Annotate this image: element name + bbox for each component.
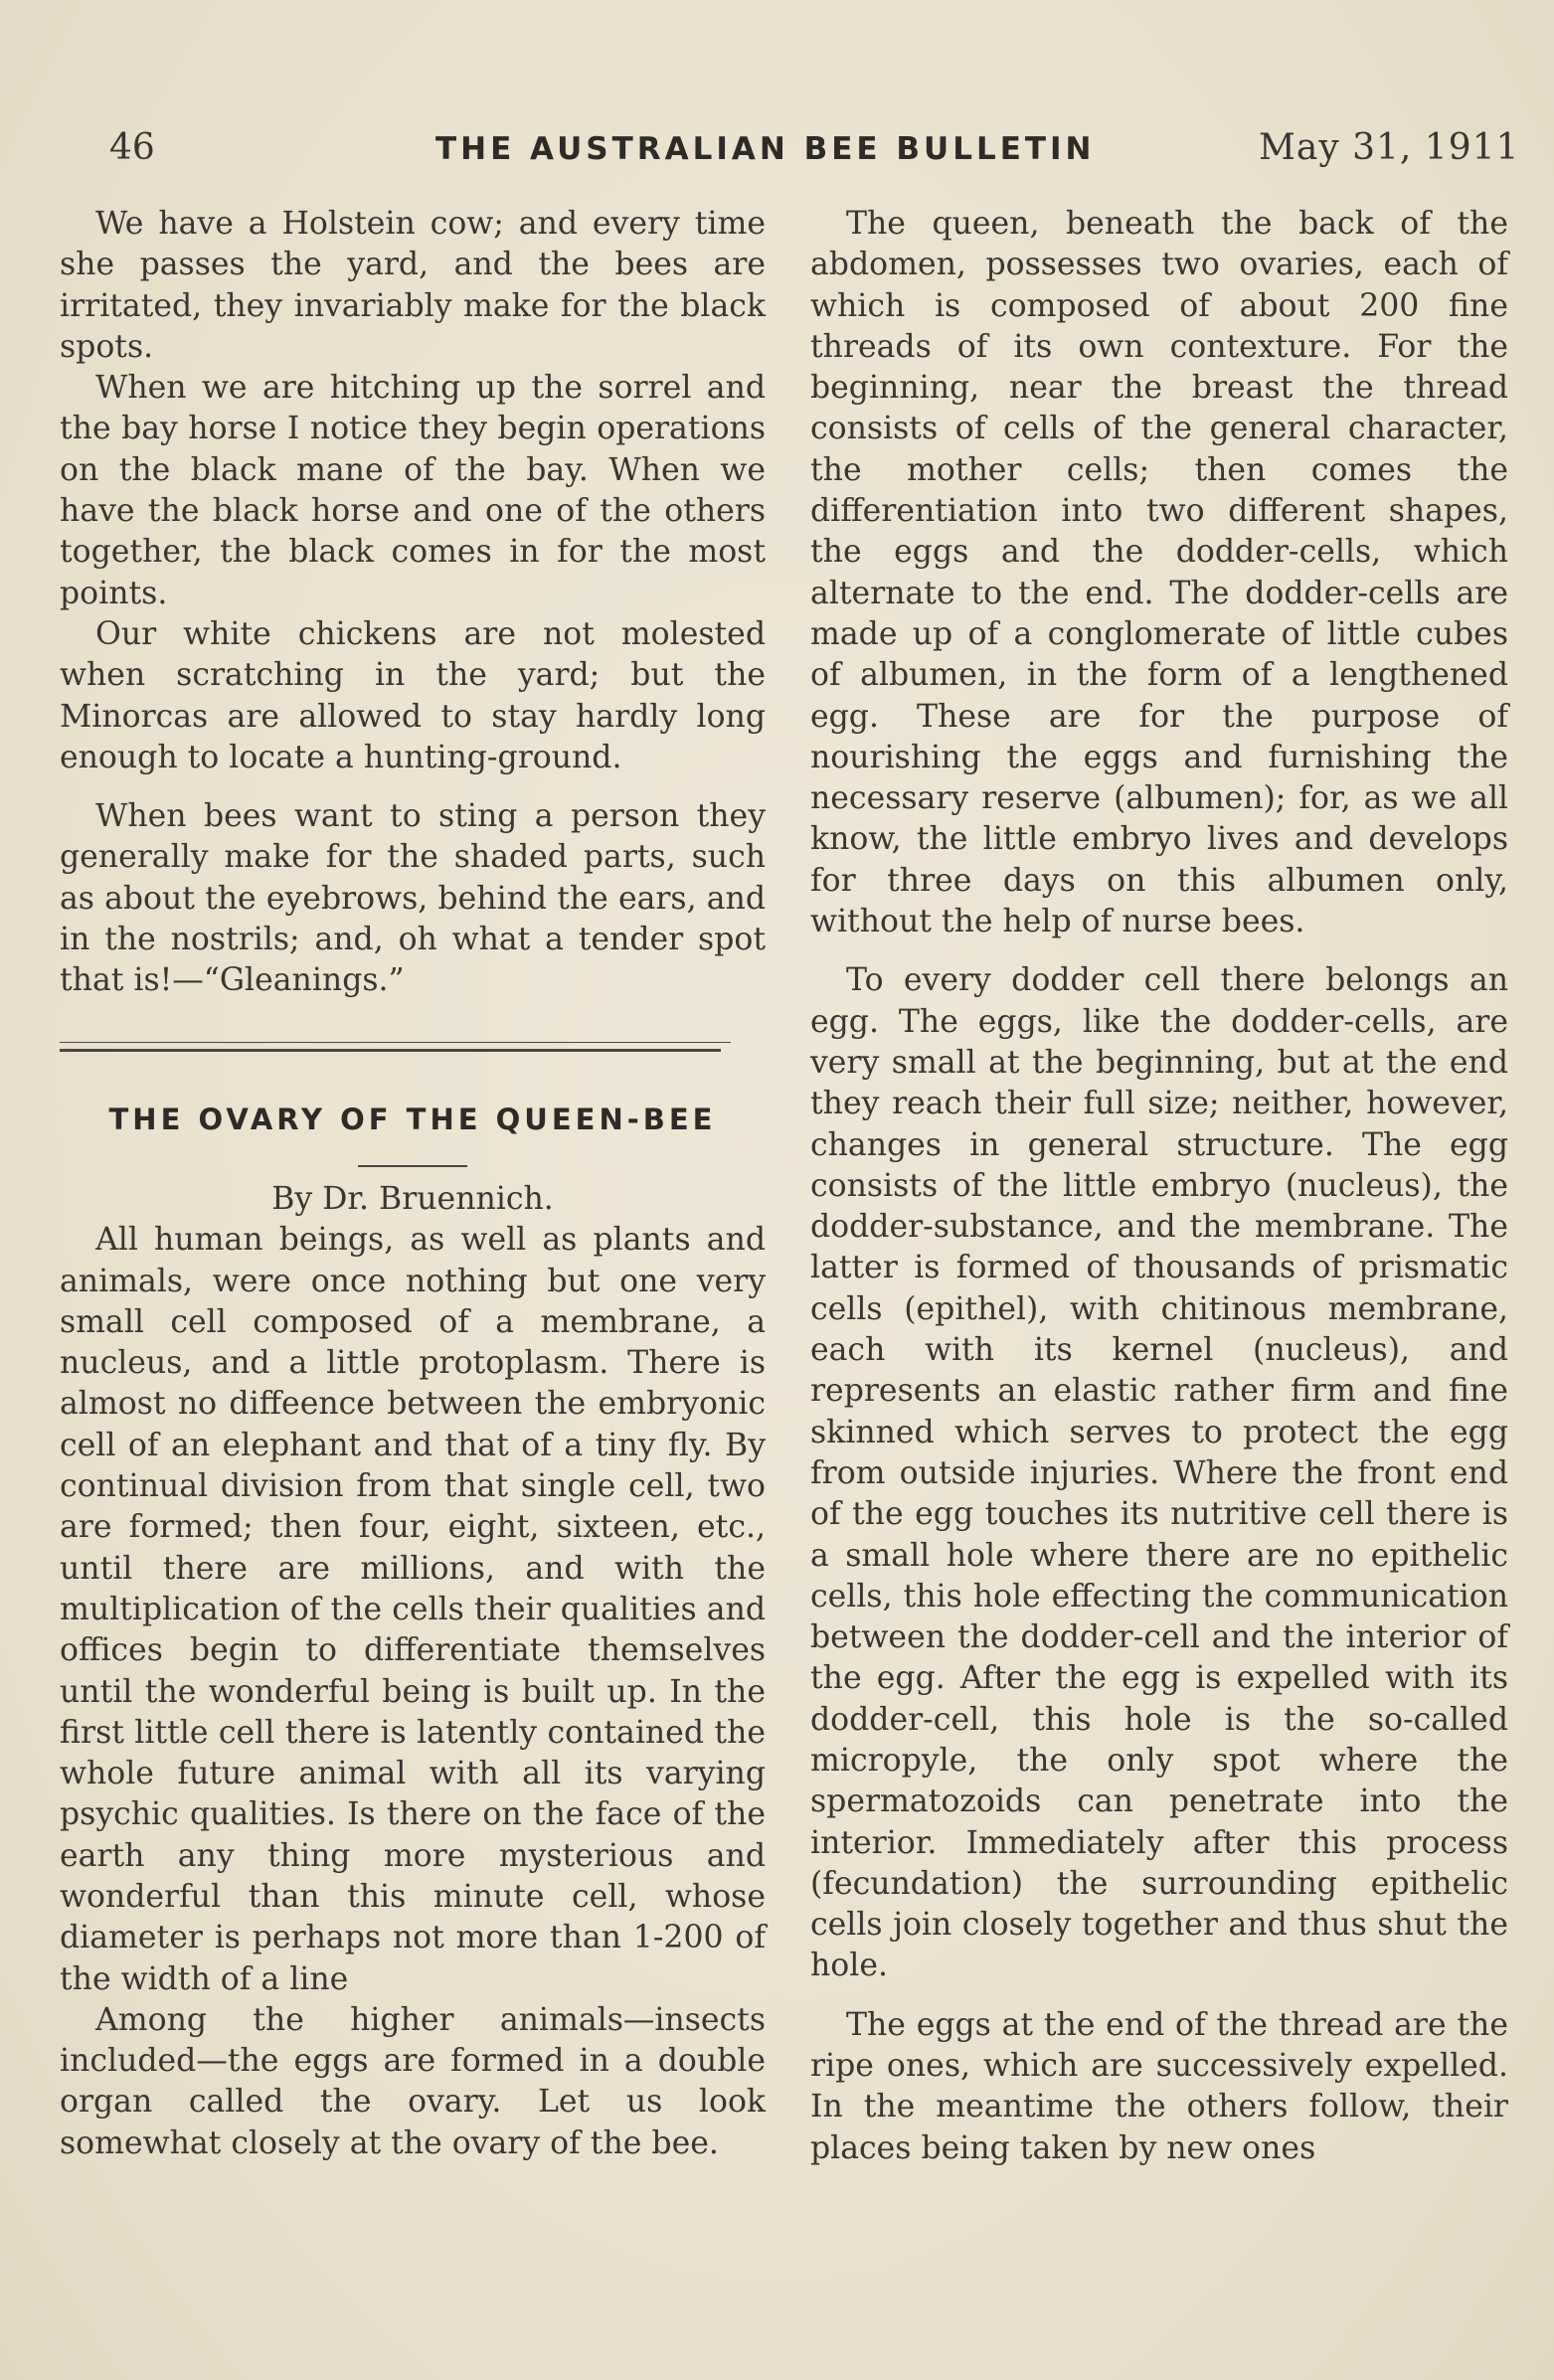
paragraph: When bees want to sting a person they generally make for the shaded parts, such as about the eyebrows, behind the ears, and in the nostrils; and, oh what a tender spot that is!—“Gleanings.” <box>60 798 766 999</box>
issue-date: May 31, 1911 <box>1259 127 1520 168</box>
paragraph: The queen, beneath the back of the abdomen, possesses two ovaries, each of which is composed of about 200 fine threads of its own contexture. For the beginning, near the breast the thread consists of cells of the general character, the mother cells; then comes the differentiation into two different shapes, the eggs and the dodder-cells, which alternate to the end. The dodder-cells are made up of a conglomerate of little cubes of albumen, in the form of a lengthened egg. These are for the purpose of nourishing the eggs and furnishing the necessary reserve (albumen); for, as we all know, the little embryo lives and develops for three days on this albumen only, without the help of nurse bees. <box>810 206 1508 940</box>
left-column <box>60 204 766 2164</box>
paragraph: To every dodder cell there belongs an egg. The eggs, like the dodder-cells, are very small at the beginning, but at the end they reach their full size; neither, however, changes in general structure. The egg consists of the little embryo (nucleus), the dodder-substance, and the membrane. The latter is formed of thousands of prismatic cells (epithel), with chitinous membrane, each with its kernel (nucleus), and represents an elastic rather firm and fine skinned which serves to protect the egg from outside injuries. Where the front end of the egg touches its nutritive cell there is a small hole where there are no epithelic cells, this hole effecting the communication between the dodder-cell and the interior of the egg. After the egg is expelled with its dodder-cell, this hole is the so-called micropyle, the only spot where the spermatozoids can penetrate into the interior. Immediately after this process (fecundation) the surrounding epithelic cells join closely together and thus shut the hole. <box>810 962 1508 1984</box>
page-number: 46 <box>109 127 155 168</box>
article-byline: By Dr. Bruennich. <box>271 1180 554 1217</box>
right-column <box>810 204 1508 2169</box>
paragraph: Among the higher animals—insects included—the eggs are formed in a double organ called the ovary. Let us look somewhat closely at the ovary of the bee. <box>60 2001 766 2161</box>
paragraph: All human beings, as well as plants and animals, were once nothing but one very small cell composed of a membrane, a nucleus, and a little protoplasm. There is almost no diffeence between the embryonic cell of an elephant and that of a tiny fly. By continual division from that single cell, two are formed; then four, eight, sixteen, etc., until there are millions, and with the multiplication of the cells their qualities and offices begin to differentiate themselves until the wonderful being is built up. In the first little cell there is latently contained the whole future animal with all its varying psychic qualities. Is there on the face of the earth any thing more mysterious and wonderful than this minute cell, whose diameter is perhaps not more than 1-200 of the width of a line <box>60 1222 766 1997</box>
paragraph: Our white chickens are not molested when scratching in the yard; but the Minorcas are allowed to stay hardly long enough to locate a hunting-ground. <box>60 615 766 775</box>
paragraph: The eggs at the end of the thread are the ripe ones, which are successively expelled. In the meantime the others follow, their places being taken by new ones <box>810 2006 1508 2166</box>
journal-title: THE AUSTRALIAN BEE BULLETIN <box>435 131 1096 167</box>
paragraph: We have a Holstein cow; and every time she passes the yard, and the bees are irritated, they invariably make for the black spots. <box>60 206 766 365</box>
page-header <box>0 127 1554 177</box>
article-title: THE OVARY OF THE QUEEN-BEE <box>108 1102 717 1136</box>
title-rule <box>358 1165 467 1167</box>
paragraph: When we are hitching up the sorrel and the bay horse I notice they begin operations on the black mane of the bay. When we have the black horse and one of the others together, the black comes in for the most points. <box>60 370 766 611</box>
section-divider <box>60 1002 766 1062</box>
